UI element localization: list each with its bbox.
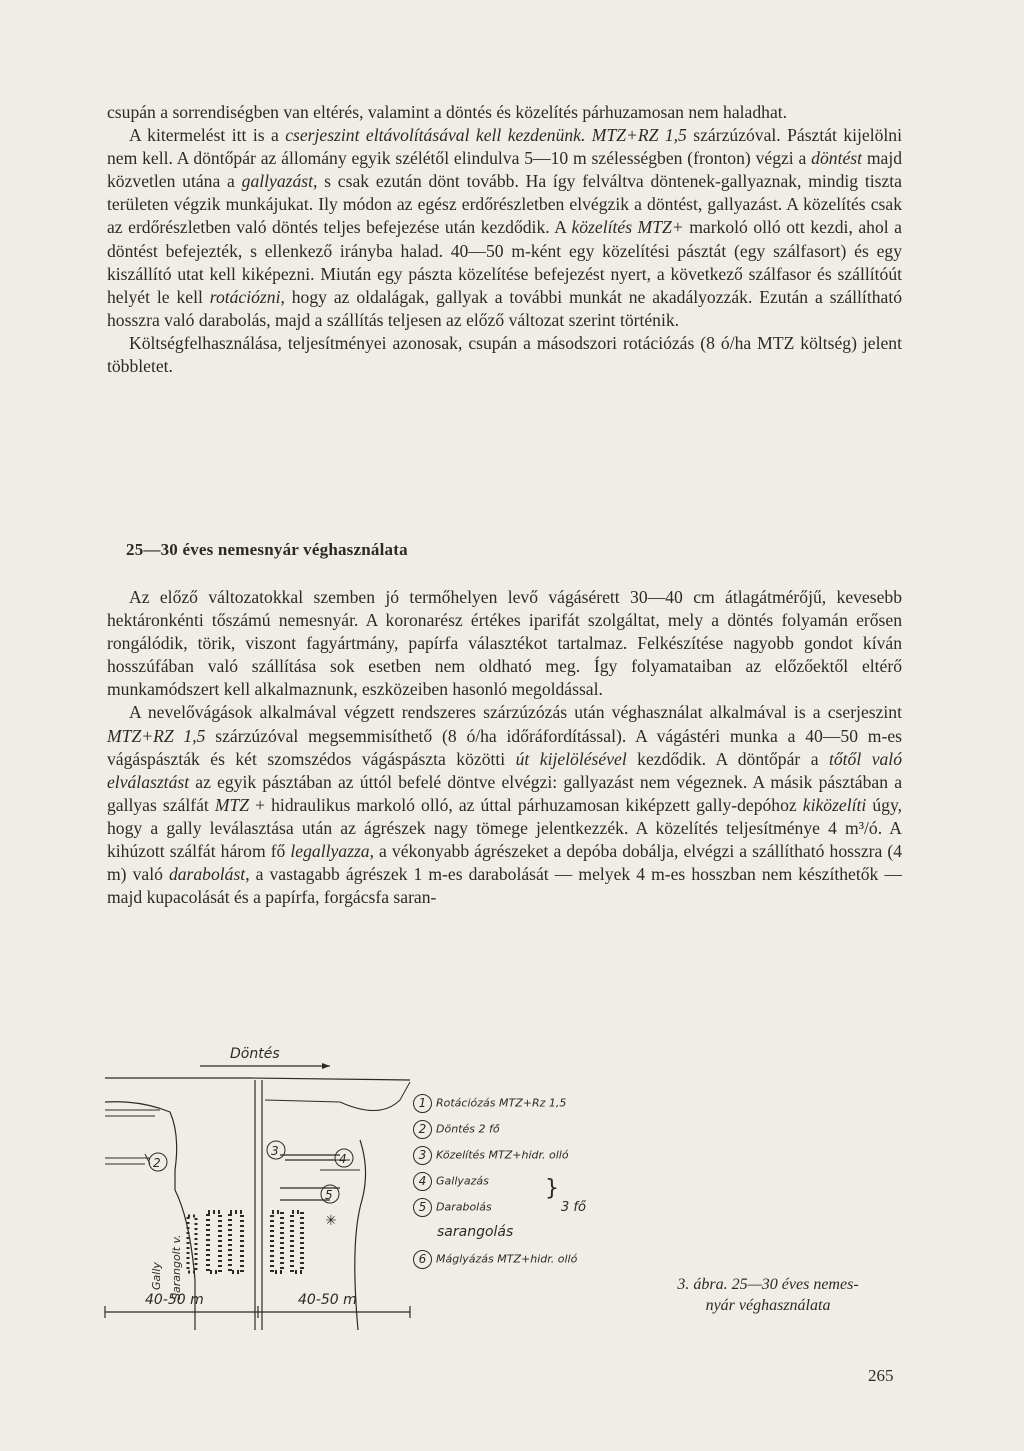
measure-label: 40-50 m: [298, 1292, 357, 1308]
legend-number: 5: [413, 1198, 432, 1217]
paragraph: Költségfelhasználása, teljesítményei azonosak, csupán a másodszori rotációzás (8 ó/ha MTZ költség) jelent többletet.: [107, 332, 902, 377]
italic-run: tőtől való elválasztást: [107, 748, 902, 792]
italic-run: cserjeszint eltávolításával kell kezdenünk. MTZ+RZ 1,5: [285, 125, 687, 146]
arrow-head: [322, 1063, 330, 1069]
marker-circle: [149, 1153, 167, 1171]
svg-text:2: 2: [153, 1156, 161, 1170]
marker-circle: [321, 1185, 339, 1203]
caption-line: nyár véghasználata: [705, 1297, 831, 1314]
legend-text: Döntés 2 fő: [436, 1122, 500, 1136]
text-run: + hidraulikus markoló olló, az úttal párhuzamosan kiképzett gally-depóhoz: [249, 794, 803, 815]
italic-run: döntést: [811, 148, 862, 169]
felled-trees: [105, 1154, 150, 1164]
section-heading: 25—30 éves nemesnyár véghasználata: [126, 540, 408, 559]
text-block-1: [107, 101, 902, 378]
diagram-svg: [100, 1040, 620, 1330]
depot-mark: ✳: [325, 1213, 337, 1229]
text-run: A nevelővágások alkalmával végzett rendszeres szárzúzózás után véghasználat alkalmával is a cserjeszint: [129, 702, 902, 723]
italic-run: kiközelíti: [802, 794, 867, 815]
legend-number: 4: [413, 1172, 432, 1191]
figure-diagram: [100, 1040, 620, 1330]
legend-item: [413, 1198, 492, 1217]
legend-text: Máglyázás MTZ+hidr. olló: [436, 1252, 578, 1266]
text-run: , a vékonyabb ágrészeket a depóba dobálja, elvégzi a szállítható hosszra (4 m) való: [107, 841, 903, 885]
paragraph: csupán a sorrendiségben van eltérés, valamint a döntés és közelítés párhuzamosan nem haladhat.: [107, 102, 788, 122]
text-run: szárzúzóval megsemmisíthető (8 ó/ha időráfordítással). A vágástéri munka a 40—50 m-es vágáspászták és két szomszédos vágáspászta közötti: [107, 725, 902, 769]
diagram-side-label: Sarangolt v.: [170, 1234, 183, 1300]
italic-run: MTZ+RZ 1,5: [107, 725, 206, 746]
felled-trees: [105, 1110, 160, 1116]
legend-extra: sarangolás: [437, 1224, 514, 1240]
legend-number: 6: [413, 1250, 432, 1269]
svg-text:4: 4: [339, 1152, 347, 1166]
caption-line: 3. ábra. 25—30 éves nemes-: [677, 1276, 859, 1293]
legend-number: 2: [413, 1120, 432, 1139]
legend-brace: }: [545, 1176, 559, 1201]
text-run: kezdődik. A döntőpár a: [626, 748, 829, 769]
text-run: majd közvetlen utána a: [107, 148, 903, 192]
text-run: az egyik pásztában az úttól befelé döntve elvégzi: gallyazást nem végeznek. A másik pásztában a gallyas szálfát: [107, 771, 902, 815]
italic-run: út kijelölésével: [515, 748, 627, 769]
text-run: A kitermelést itt is a: [129, 125, 286, 146]
text-run: markoló olló ott kezdi, ahol a döntést befejezték, s ellenkező irányba halad. 40—50 m-ként egy közelítési pásztát (egy szálfasort) és egy kiszállító utat kell kiképezni. Miután egy pászta közelítése befejezést nyert, a következő szálfasor és szállítóút helyét le kell: [107, 217, 902, 307]
legend-item: [413, 1146, 569, 1165]
diagram-side-label: Gally: [150, 1262, 163, 1290]
figure-caption: [628, 1274, 908, 1316]
legend-number: 3: [413, 1146, 432, 1165]
text-run: , s csak ezután dönt tovább. Ha így felváltva döntenek-gallyaznak, mindig tiszta területen végzik munkájukat. Ily módon az egész erdőrészletben elvégzik a döntést, gallyazást. A közelítés csak az erdőrészletben való döntés teljes befejezése után kezdődik. A: [107, 171, 902, 238]
italic-run: gallyazást: [241, 171, 313, 192]
text-run: , a vastagabb ágrészek 1 m-es darabolását — melyek 4 m-es hosszban nem készíthetők — majd kupacolását és a papírfa, forgácsfa saran-: [107, 864, 902, 908]
stacked-logs: [188, 1212, 302, 1272]
italic-run: darabolást: [168, 864, 246, 885]
paragraph: Az előző változatokkal szemben jó termőhelyen levő vágásérett 30—40 cm átlagátmérőjű, kevesebb hektáronkénti tőszámú nemesnyár. A koronarész értékes iparifát szolgáltat, mely a döntés folyamán erősen rongálódik, törik, viszont fagyártmány, papírfa választékot tartalmaz. Felkészítése nagyobb gondot kíván hosszúfában való szállítása sok esetben nem oldható meg. Így folyamataiban az előzőektől eltérő munkamódszert kell alkalmaznunk, eszközeiben hasonló megoldással.: [107, 587, 902, 700]
stand-edge: [105, 1078, 410, 1080]
legend-text: Rotációzás MTZ+Rz 1,5: [436, 1096, 567, 1110]
text-run: szárzúzóval. Pásztát kijelölni nem kell. A döntőpár az állomány egyik szélétől elindulva 5—10 m szélességben (fronton) végzi a: [107, 125, 902, 169]
legend-item: [413, 1172, 489, 1191]
paragraph: [107, 124, 902, 332]
diagram-top-label: Döntés: [230, 1046, 280, 1062]
marker-circle: [267, 1141, 285, 1159]
legend-text: Gallyazás: [436, 1174, 489, 1188]
svg-text:3: 3: [271, 1144, 279, 1158]
legend-number: 1: [413, 1094, 432, 1113]
strip-edge: [265, 1082, 410, 1111]
marker-circle: [335, 1149, 353, 1167]
italic-run: közelítés MTZ+: [571, 217, 684, 238]
italic-run: rotációzni: [209, 286, 281, 307]
legend-item: [413, 1250, 577, 1269]
measure-label: 40-50 m: [145, 1292, 204, 1308]
legend-item: [413, 1094, 566, 1113]
text-run: úgy, hogy a gally leválasztása után az ágrészek nagy tömege jelentkezzék. A közelítés teljesítménye 4 m³/ó. A kihúzott szálfát három fő: [107, 794, 903, 862]
legend-item: [413, 1120, 500, 1139]
legend-text: Közelítés MTZ+hidr. olló: [436, 1148, 569, 1162]
paragraph: [107, 701, 902, 909]
italic-run: legallyazza: [290, 841, 370, 862]
page-number: 265: [868, 1366, 894, 1385]
italic-run: MTZ: [214, 794, 250, 815]
text-run: , hogy az oldalágak, gallyak a további munkát ne akadályozzák. Ezután a szállítható hosszra való darabolás, majd a szállítás teljesen az előző változat szerint történik.: [107, 286, 902, 330]
text-block-2: [107, 586, 902, 909]
svg-text:5: 5: [325, 1188, 333, 1202]
legend-text: Darabolás: [436, 1200, 492, 1214]
legend-brace-label: 3 fő: [561, 1200, 586, 1215]
